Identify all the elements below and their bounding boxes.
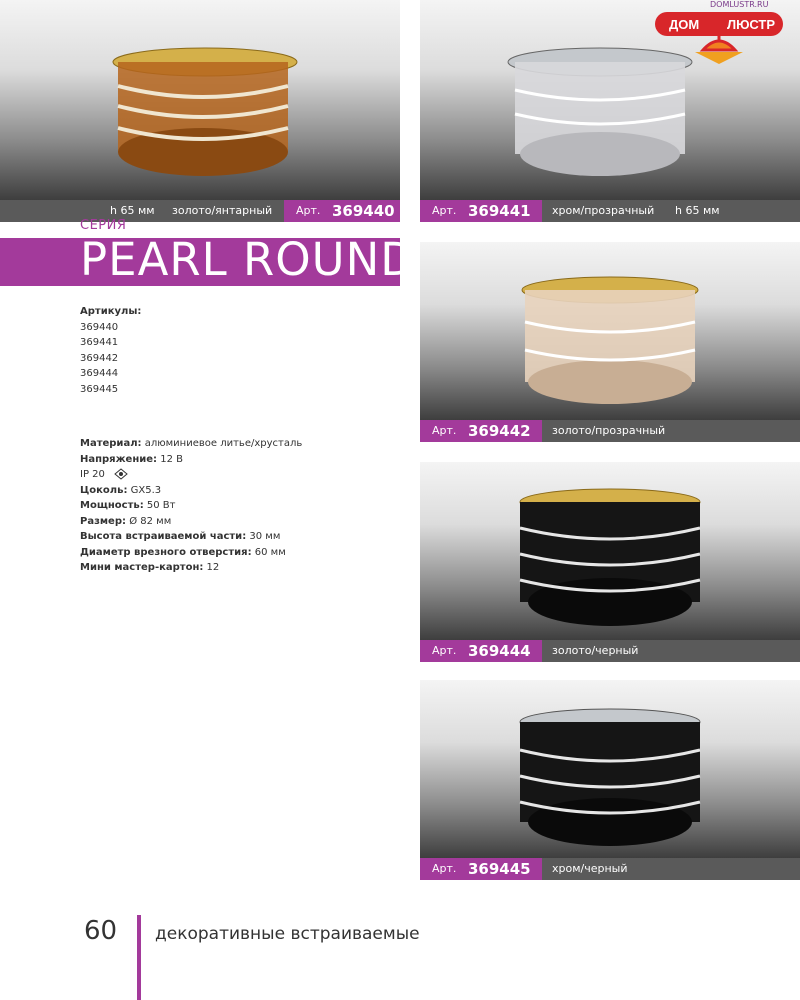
spec-carton: Мини мастер-картон: 12 [80,562,220,573]
product-height-369441: h 65 мм [675,204,720,217]
product-photo-369445 [420,680,800,858]
product-finish-369442: золото/прозрачный [552,424,666,437]
article-number: 369441 [468,202,531,220]
article-box-369442 [420,420,542,442]
articles-list [80,304,141,397]
product-band-369442 [420,420,800,442]
specifications [80,436,302,576]
article-item: 369440 [80,321,119,333]
article-number: 369445 [468,860,531,878]
article-label: Арт. [432,424,457,437]
article-label: Арт. [432,204,457,217]
series-title: PEARL ROUND [80,233,416,286]
article-box-369441 [420,200,542,222]
product-band-369441 [420,200,800,222]
product-finish-369444: золото/черный [552,644,639,657]
product-finish-369440: золото/янтарный [172,204,273,217]
product-photo-369444 [420,462,800,640]
product-band-369445 [420,858,800,880]
article-label: Арт. [296,204,321,217]
page-number: 60 [84,916,118,946]
article-number: 369442 [468,422,531,440]
articles-label: Артикулы: [80,306,142,317]
article-item: 369445 [80,383,119,395]
footer-divider [137,915,141,1000]
article-box-369440 [284,200,400,222]
spec-cutout-diameter: Диаметр врезного отверстия: 60 мм [80,546,286,558]
spec-ip-rating: IP 20 [80,467,302,483]
product-finish-369441: хром/прозрачный [552,204,655,217]
logo-url: DOMLUSTR.RU [710,0,769,9]
lamp-illustration [420,242,800,420]
article-item: 369442 [80,352,119,364]
logo-right-text: ЛЮСТР [727,17,776,32]
spec-socket: Цоколь: GX5.3 [80,484,162,496]
ip-certification-icon [114,468,128,480]
spec-recess-height: Высота встраиваемой части: 30 мм [80,531,281,542]
article-label: Арт. [432,644,457,657]
product-height-369440: h 65 мм [110,204,155,217]
product-photo-369442 [420,242,800,420]
product-band-369444 [420,640,800,662]
domlustr-logo [655,10,785,80]
product-finish-369445: хром/черный [552,862,628,875]
article-item: 369444 [80,368,119,379]
product-band-369440 [0,200,400,222]
spec-power: Мощность: 50 Вт [80,500,176,511]
lamp-illustration [420,462,800,640]
article-number: 369444 [468,642,531,660]
series-heading: СЕРИЯ [80,218,127,233]
spec-size: Размер: Ø 82 мм [80,515,172,527]
article-label: Арт. [432,862,457,875]
product-photo-369440 [0,0,400,200]
lamp-illustration [420,680,800,858]
spec-voltage: Напряжение: 12 В [80,453,183,465]
spec-material: Материал: алюминиевое литье/хрусталь [80,438,303,449]
article-box-369445 [420,858,542,880]
logo-left-text: ДОМ [669,17,700,32]
section-name: декоративные встраиваемые [155,924,420,944]
article-number: 369440 [332,202,395,220]
article-item: 369441 [80,337,119,348]
lamp-illustration [0,0,400,200]
article-box-369444 [420,640,542,662]
